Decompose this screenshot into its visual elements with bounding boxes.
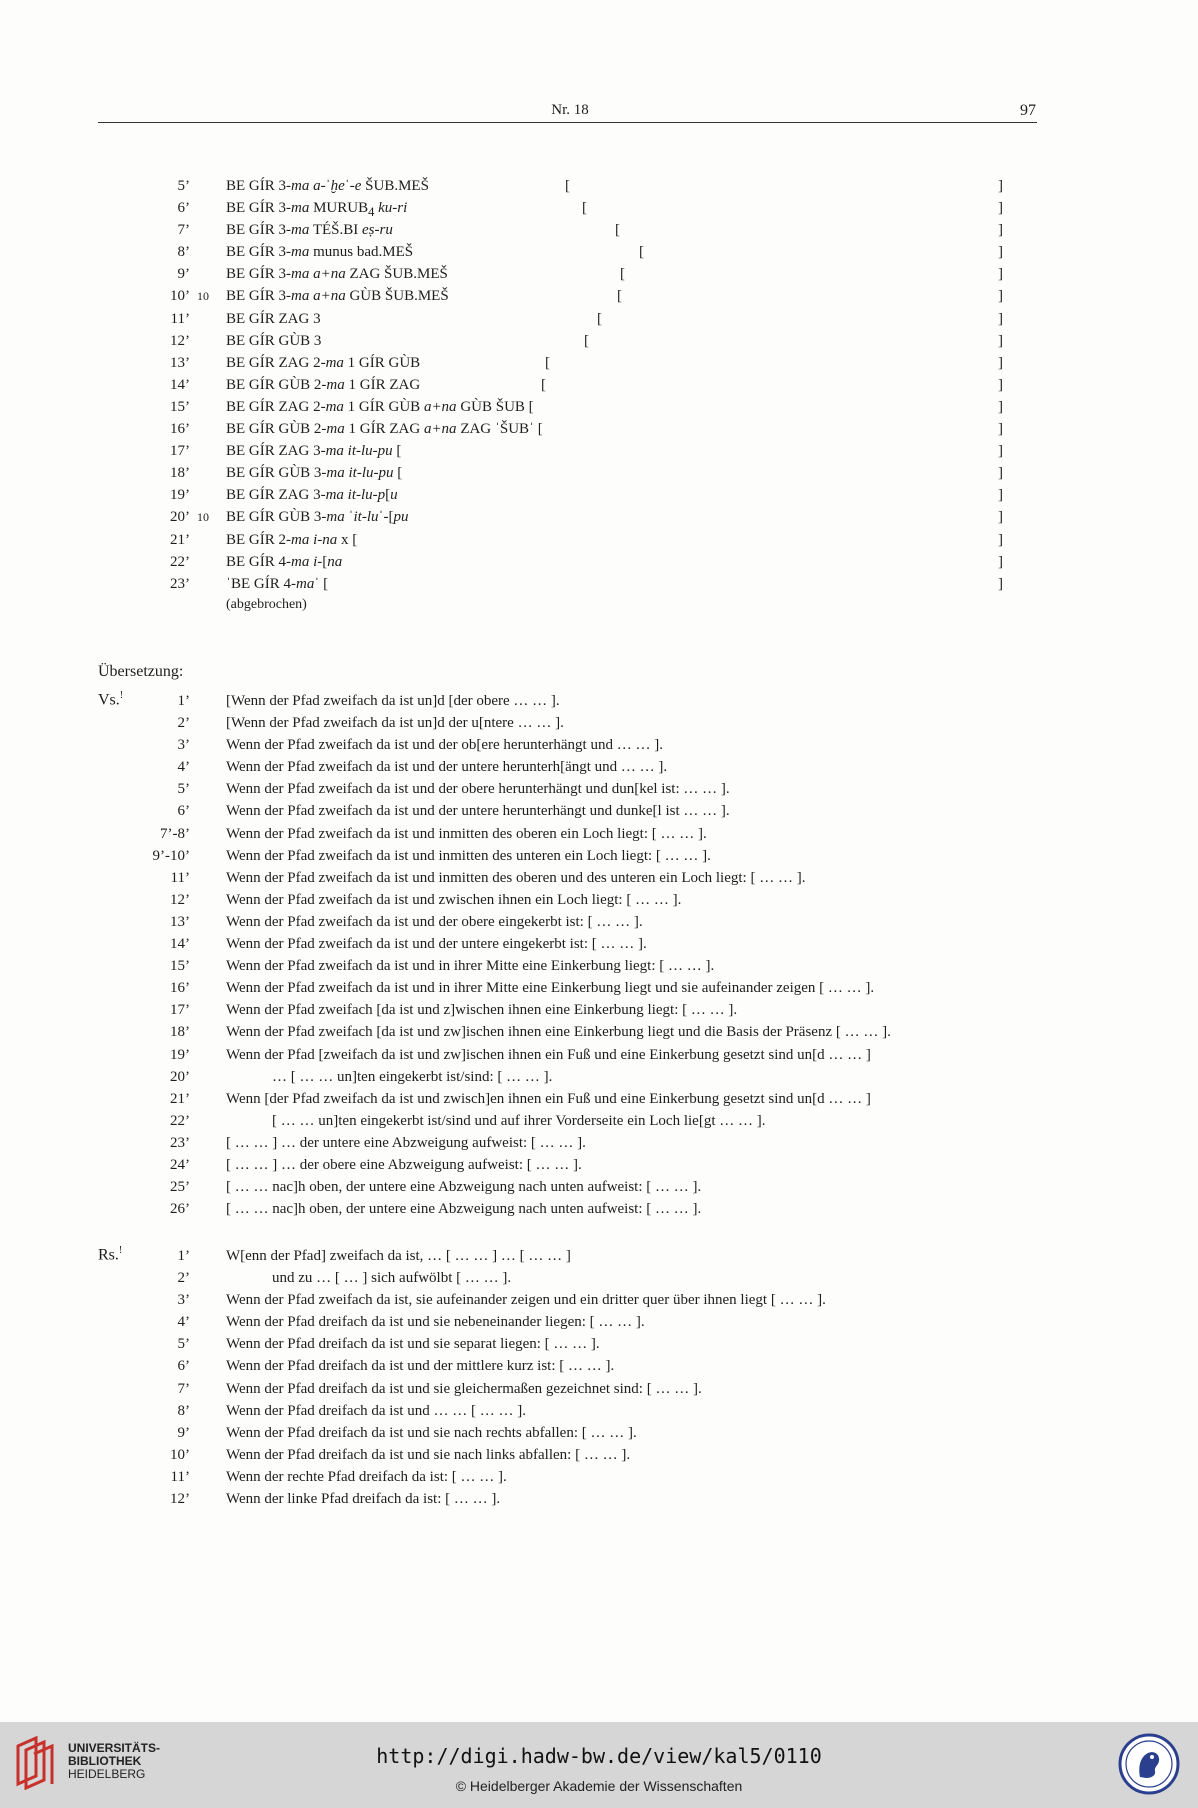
translation-line: [0, 1110, 1198, 1132]
transliteration-text: BE GÍR ZAG 3-ma it-lu-pu [: [226, 443, 402, 460]
transliteration-line: [0, 241, 1198, 263]
permalink-url[interactable]: http://digi.hadw-bw.de/view/kal5/0110: [376, 1744, 822, 1768]
translation-text: Wenn der Pfad zweifach da ist und der obere herunterhängt und dun[kel ist: … … ].: [226, 781, 730, 798]
reverse-translation: [0, 1245, 1198, 1510]
close-bracket: ]: [998, 398, 1003, 415]
line-number: 18’: [170, 1024, 190, 1041]
open-bracket: [: [597, 310, 602, 327]
line-number: 12’: [170, 891, 190, 908]
close-bracket: ]: [998, 310, 1003, 327]
line-marker: 10: [197, 510, 209, 525]
open-bracket: [: [620, 266, 625, 283]
line-number: 8’: [177, 244, 190, 261]
translation-text: Wenn der Pfad zweifach da ist und der obere eingekerbt ist: [ … … ].: [226, 913, 643, 930]
translation-text: Wenn der Pfad dreifach da ist und sie nach links abfallen: [ … … ].: [226, 1446, 631, 1463]
translation-line: [0, 1355, 1198, 1377]
translation-line: [0, 1333, 1198, 1355]
open-bracket: [: [615, 222, 620, 239]
translation-line: [0, 1044, 1198, 1066]
translation-line: [0, 756, 1198, 778]
translation-line: [0, 1154, 1198, 1176]
line-marker: 10: [197, 289, 209, 304]
line-number: 11’: [170, 310, 190, 327]
transliteration-line: [0, 418, 1198, 440]
line-number: 14’: [170, 936, 190, 953]
transliteration-line: [0, 529, 1198, 551]
translation-line: [0, 734, 1198, 756]
open-bracket: [: [541, 376, 546, 393]
transliteration-text: BE GÍR 3-ma a+na ZAG ŠUB.MEŠ: [226, 266, 448, 283]
open-bracket: [: [565, 178, 570, 194]
translation-text: Wenn der Pfad zweifach da ist und der untere eingekerbt ist: [ … … ].: [226, 936, 647, 953]
line-number: 5’: [177, 781, 190, 798]
translation-text: Wenn der Pfad [zweifach da ist und zw]ischen ihnen ein Fuß und eine Einkerbung gesetzt sind un[d … … ]: [226, 1046, 871, 1063]
close-bracket: ]: [998, 354, 1003, 371]
translation-line: [0, 1400, 1198, 1422]
translation-line: [0, 1444, 1198, 1466]
transliteration-text: BE GÍR ZAG 3-ma it-lu-p[u: [226, 487, 398, 504]
translation-text: [ … … nac]h oben, der untere eine Abzweigung nach unten aufweist: [ … … ].: [226, 1179, 702, 1196]
translation-text: Wenn der Pfad zweifach da ist und der ob[ere herunterhängt und … … ].: [226, 737, 663, 754]
translation-text: Wenn der Pfad zweifach da ist und der untere herunterh[ängt und … … ].: [226, 759, 668, 776]
translation-text: Wenn der Pfad zweifach da ist und in ihrer Mitte eine Einkerbung liegt und sie aufeinander zeigen [ … … ].: [226, 980, 875, 997]
translation-line: [0, 1466, 1198, 1488]
translation-text: W[enn der Pfad] zweifach da ist, … [ … … ] … [ … … ]: [226, 1248, 571, 1264]
copyright-notice: © Heidelberger Akademie der Wissenschaften: [455, 1778, 743, 1794]
line-number: 22’: [170, 553, 190, 570]
close-bracket: ]: [998, 553, 1003, 570]
close-bracket: ]: [998, 487, 1003, 504]
line-number: 4’: [177, 759, 190, 776]
close-bracket: ]: [998, 332, 1003, 349]
translation-text: Wenn der Pfad dreifach da ist und sie gleichermaßen gezeichnet sind: [ … … ].: [226, 1380, 702, 1397]
close-bracket: ]: [998, 178, 1003, 194]
line-number: 1’: [177, 693, 190, 709]
reverse-label: Rs.!: [98, 1245, 123, 1264]
translation-text: Wenn der rechte Pfad dreifach da ist: [ … … ].: [226, 1468, 507, 1485]
translation-line: [0, 823, 1198, 845]
transliteration-text: BE GÍR GÙB 2-ma 1 GÍR ZAG: [226, 376, 421, 393]
translation-line: [0, 955, 1198, 977]
transliteration-text: BE GÍR GÙB 3: [226, 332, 322, 349]
transliteration-text: BE GÍR 3-ma munus bad.MEŠ: [226, 244, 414, 261]
line-number: 4’: [177, 1314, 190, 1331]
transliteration-line: [0, 573, 1198, 595]
transliteration-line: [0, 330, 1198, 352]
line-number: 5’: [177, 1336, 190, 1353]
line-number: 23’: [170, 575, 190, 592]
translation-text: Wenn der Pfad dreifach da ist und der mittlere kurz ist: [ … … ].: [226, 1358, 615, 1375]
line-number: 6’: [177, 803, 190, 820]
translation-text: Wenn der Pfad zweifach da ist und inmitten des oberen ein Loch liegt: [ … … ].: [226, 825, 707, 842]
line-number: 16’: [170, 980, 190, 997]
translation-text: Wenn der Pfad dreifach da ist und sie nebeneinander liegen: [ … … ].: [226, 1314, 645, 1331]
translation-line: [0, 1245, 1198, 1267]
line-number: 15’: [170, 398, 190, 415]
translation-text: Wenn der Pfad dreifach da ist und … … [ … … ].: [226, 1402, 526, 1419]
line-number: 10’: [170, 1446, 190, 1463]
line-number: 19’: [170, 487, 190, 504]
open-bracket: [: [639, 244, 644, 261]
line-number: 20’: [170, 1068, 190, 1085]
translation-line: [0, 1088, 1198, 1110]
translation-text: Wenn der Pfad zweifach [da ist und zw]ischen ihnen eine Einkerbung liegt und die Basis der Präsenz [ … … ].: [226, 1024, 891, 1041]
transliteration-line: [0, 551, 1198, 573]
transliteration-line: [0, 374, 1198, 396]
line-number: 9’: [177, 266, 190, 283]
translation-line: [0, 977, 1198, 999]
transliteration-text: BE GÍR ZAG 2-ma 1 GÍR GÙB a+na GÙB ŠUB [: [226, 398, 534, 415]
translation-text: … [ … … un]ten eingekerbt ist/sind: [ … … ].: [272, 1068, 553, 1085]
line-number: 24’: [170, 1156, 190, 1173]
transliteration-text: BE GÍR 3-ma $MURUB_4$ ku-ri: [226, 200, 408, 220]
line-number: 19’: [170, 1046, 190, 1063]
translation-line: [0, 845, 1198, 867]
transliteration-block: [0, 175, 1198, 595]
close-bracket: ]: [998, 509, 1003, 526]
line-number: 15’: [170, 958, 190, 975]
translation-line: [0, 1132, 1198, 1154]
line-number: 22’: [170, 1112, 190, 1129]
line-number: 20’: [170, 509, 190, 526]
transliteration-text: BE GÍR 4-ma i-[na: [226, 553, 343, 570]
translation-line: [0, 1198, 1198, 1220]
line-number: 7’-8’: [160, 825, 190, 842]
translation-line: [0, 933, 1198, 955]
line-number: 12’: [170, 1491, 190, 1508]
open-bracket: [: [584, 332, 589, 349]
translation-line: [0, 690, 1198, 712]
translation-text: [ … … ] … der untere eine Abzweigung aufweist: [ … … ].: [226, 1134, 586, 1151]
transliteration-text: BE GÍR ZAG 3: [226, 310, 321, 327]
translation-heading: Übersetzung:: [98, 663, 184, 680]
close-bracket: ]: [998, 465, 1003, 482]
transliteration-text: BE GÍR GÙB 2-ma 1 GÍR ZAG a+na ZAG ˈŠUBˈ [: [226, 421, 543, 438]
transliteration-line: [0, 396, 1198, 418]
line-number: 21’: [170, 1090, 190, 1107]
transliteration-line: [0, 285, 1198, 307]
open-bracket: [: [545, 354, 550, 371]
transliteration-text: BE GÍR ZAG 2-ma 1 GÍR GÙB: [226, 354, 421, 371]
translation-text: [Wenn der Pfad zweifach da ist un]d der u[ntere … … ].: [226, 715, 564, 732]
translation-line: [0, 867, 1198, 889]
page-number: 97: [1020, 102, 1036, 119]
translation-text: Wenn der linke Pfad dreifach da ist: [ … … ].: [226, 1491, 501, 1508]
line-number: 1’: [177, 1248, 190, 1264]
transliteration-line: [0, 440, 1198, 462]
translation-text: Wenn der Pfad dreifach da ist und sie separat liegen: [ … … ].: [226, 1336, 600, 1353]
close-bracket: ]: [998, 376, 1003, 393]
translation-text: Wenn [der Pfad zweifach da ist und zwisch]en ihnen ein Fuß und eine Einkerbung gesetzt sind un[d … … ]: [226, 1090, 871, 1107]
translation-line: [0, 1378, 1198, 1400]
transliteration-line: [0, 197, 1198, 219]
broken-note: (abgebrochen): [226, 597, 307, 612]
academy-seal-icon[interactable]: [1118, 1733, 1180, 1795]
transliteration-text: ˈBE GÍR 4-maˈ [: [226, 575, 329, 592]
line-number: 11’: [170, 1468, 190, 1485]
library-name: UNIVERSITÄTS- BIBLIOTHEK HEIDELBERG: [68, 1741, 161, 1781]
translation-line: [0, 1021, 1198, 1043]
open-bracket: [: [582, 200, 587, 217]
transliteration-line: [0, 175, 1198, 197]
transliteration-line: [0, 263, 1198, 285]
translation-text: Wenn der Pfad zweifach da ist und in ihrer Mitte eine Einkerbung liegt: [ … … ].: [226, 958, 715, 975]
header-rule: [98, 122, 1037, 123]
translation-text: Wenn der Pfad zweifach da ist, sie aufeinander zeigen und ein dritter quer über ihnen liegt [ … … ].: [226, 1292, 826, 1309]
translation-text: Wenn der Pfad zweifach da ist und inmitten des unteren ein Loch liegt: [ … … ].: [226, 847, 711, 864]
translation-text: Wenn der Pfad zweifach da ist und der untere herunterhängt und dunke[l ist … … ].: [226, 803, 730, 820]
translation-text: Wenn der Pfad zweifach da ist und inmitten des oberen und des unteren ein Loch liegt: [ … … ].: [226, 869, 806, 886]
line-number: 12’: [170, 332, 190, 349]
translation-line: [0, 712, 1198, 734]
line-number: 8’: [177, 1402, 190, 1419]
translation-text: Wenn der Pfad dreifach da ist und sie nach rechts abfallen: [ … … ].: [226, 1424, 637, 1441]
translation-line: [0, 889, 1198, 911]
line-number: 2’: [177, 715, 190, 732]
line-number: 14’: [170, 376, 190, 393]
line-number: 23’: [170, 1134, 190, 1151]
line-number: 17’: [170, 443, 190, 460]
line-number: 13’: [170, 913, 190, 930]
line-number: 16’: [170, 421, 190, 438]
translation-line: [0, 1066, 1198, 1088]
line-number: 2’: [177, 1270, 190, 1287]
translation-text: und zu … [ … ] sich aufwölbt [ … … ].: [272, 1270, 512, 1287]
footer-bar: [0, 1722, 1198, 1808]
line-number: 6’: [177, 1358, 190, 1375]
line-number: 17’: [170, 1002, 190, 1019]
line-number: 5’: [177, 178, 190, 194]
translation-line: [0, 1176, 1198, 1198]
transliteration-text: BE GÍR GÙB 3-ma it-lu-pu [: [226, 465, 403, 482]
line-number: 21’: [170, 531, 190, 548]
line-number: 9’-10’: [152, 847, 190, 864]
close-bracket: ]: [998, 531, 1003, 548]
obverse-translation: [0, 690, 1198, 1220]
translation-text: [ … … ] … der obere eine Abzweigung aufweist: [ … … ].: [226, 1156, 582, 1173]
transliteration-line: [0, 219, 1198, 241]
translation-text: Wenn der Pfad zweifach [da ist und z]wischen ihnen eine Einkerbung liegt: [ … … ].: [226, 1002, 738, 1019]
line-number: 18’: [170, 465, 190, 482]
translation-text: [Wenn der Pfad zweifach da ist un]d [der obere … … ].: [226, 693, 560, 709]
translation-text: [ … … nac]h oben, der untere eine Abzweigung nach unten aufweist: [ … … ].: [226, 1201, 702, 1218]
translation-line: [0, 1422, 1198, 1444]
transliteration-line: [0, 484, 1198, 506]
translation-line: [0, 999, 1198, 1021]
line-number: 3’: [177, 1292, 190, 1309]
line-number: 11’: [170, 869, 190, 886]
translation-text: [ … … un]ten eingekerbt ist/sind und auf ihrer Vorderseite ein Loch lie[gt … … ].: [272, 1112, 766, 1129]
close-bracket: ]: [998, 222, 1003, 239]
close-bracket: ]: [998, 244, 1003, 261]
translation-line: [0, 911, 1198, 933]
running-head-title: Nr. 18: [551, 102, 589, 118]
transliteration-text: BE GÍR GÙB 3-ma ˈit-luˈ-[pu: [226, 509, 409, 526]
transliteration-text: BE GÍR 3-ma a-ˈḫeˈ-e ŠUB.MEŠ: [226, 178, 429, 194]
close-bracket: ]: [998, 443, 1003, 460]
transliteration-line: [0, 462, 1198, 484]
line-number: 9’: [177, 1424, 190, 1441]
translation-line: [0, 1267, 1198, 1289]
translation-text: Wenn der Pfad zweifach da ist und zwischen ihnen ein Loch liegt: [ … … ].: [226, 891, 682, 908]
line-number: 3’: [177, 737, 190, 754]
line-number: 26’: [170, 1201, 190, 1218]
translation-line: [0, 1289, 1198, 1311]
transliteration-line: [0, 506, 1198, 528]
close-bracket: ]: [998, 575, 1003, 592]
translation-line: [0, 1488, 1198, 1510]
obverse-label: Vs.!: [98, 690, 124, 709]
translation-line: [0, 778, 1198, 800]
close-bracket: ]: [998, 421, 1003, 438]
transliteration-text: BE GÍR 3-ma a+na GÙB ŠUB.MEŠ: [226, 288, 449, 305]
close-bracket: ]: [998, 200, 1003, 217]
translation-line: [0, 800, 1198, 822]
line-number: 10’: [170, 288, 190, 305]
line-number: 25’: [170, 1179, 190, 1196]
transliteration-text: BE GÍR 2-ma i-na x [: [226, 531, 358, 548]
line-number: 6’: [177, 200, 190, 217]
line-number: 7’: [177, 1380, 190, 1397]
transliteration-line: [0, 308, 1198, 330]
line-number: 13’: [170, 354, 190, 371]
line-number: 7’: [177, 222, 190, 239]
close-bracket: ]: [998, 266, 1003, 283]
close-bracket: ]: [998, 288, 1003, 305]
translation-line: [0, 1311, 1198, 1333]
open-bracket: [: [617, 288, 622, 305]
transliteration-text: BE GÍR 3-ma TÉŠ.BI eṣ-ru: [226, 222, 393, 239]
transliteration-line: [0, 352, 1198, 374]
